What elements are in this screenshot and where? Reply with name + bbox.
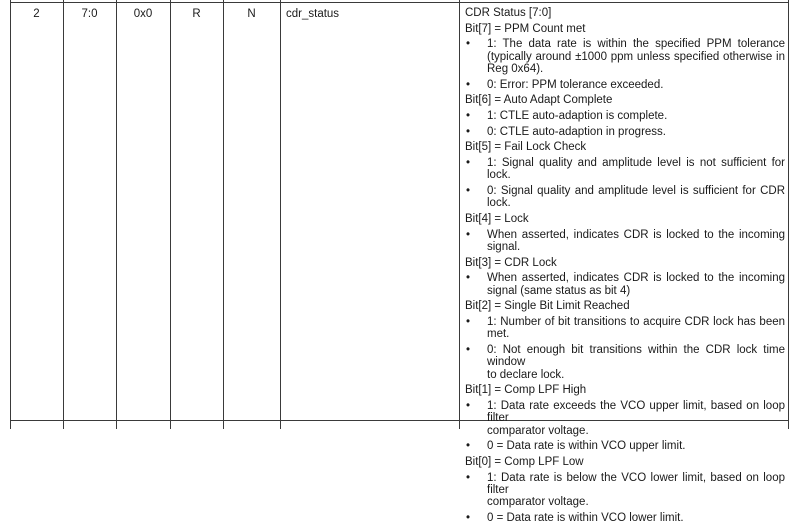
bit-heading: Bit[0] = Comp LPF Low: [465, 456, 584, 469]
bullet-item: [465, 157, 785, 182]
shadow-cell: N: [247, 8, 256, 20]
bullet-line: 0: Not enough bit transitions within the CDR lock time window: [487, 344, 785, 369]
column-border: [223, 0, 224, 429]
bullet-item: [465, 229, 785, 254]
bullet-item: [465, 512, 785, 524]
bullet-line: 1: Signal quality and amplitude level is not sufficient for lock.: [487, 157, 785, 182]
bullet-line: 1: Number of bit transitions to acquire CDR lock has been: [487, 316, 785, 329]
bullet-icon: •: [466, 125, 471, 138]
column-border: [170, 0, 171, 429]
bullet-icon: •: [466, 511, 471, 524]
bullet-item: [465, 440, 785, 452]
bullet-line: 0: Error: PPM tolerance exceeded.: [487, 78, 664, 91]
bullet-item: [465, 316, 785, 341]
default-value-cell: 0x0: [133, 8, 153, 20]
bullet-icon: •: [466, 228, 471, 241]
bullet-line: When asserted, indicates CDR is locked to the incoming: [487, 272, 785, 285]
bullet-line: comparator voltage.: [487, 424, 589, 437]
bullet-line: Reg 0x64).: [487, 62, 544, 75]
bullet-item: [465, 79, 785, 91]
bullet-line: 1: Data rate is below the VCO lower limit, based on loop filter: [487, 471, 785, 496]
column-border: [459, 0, 460, 429]
column-border: [116, 0, 117, 429]
bit-heading: Bit[7] = PPM Count met: [465, 22, 586, 35]
bullet-item: [465, 38, 785, 75]
bullet-line: 1: CTLE auto-adaption is complete.: [487, 110, 668, 123]
bullet-line: 0 = Data rate is within VCO lower limit.: [487, 511, 684, 524]
bit-heading: Bit[3] = CDR Lock: [465, 256, 557, 269]
bit-heading: Bit[6] = Auto Adapt Complete: [465, 94, 613, 107]
bits-cell: 7:0: [81, 8, 98, 20]
bullet-line: 0: Signal quality and amplitude level is sufficient for CDR lock.: [487, 185, 785, 210]
bullet-item: [465, 126, 785, 138]
bullet-icon: •: [466, 157, 471, 170]
column-border: [63, 0, 64, 429]
bullet-icon: •: [466, 440, 471, 453]
column-border: [10, 0, 11, 429]
column-border: [788, 0, 789, 429]
bullet-line: to declare lock.: [487, 368, 565, 381]
bullet-icon: •: [466, 316, 471, 329]
bullet-line: When asserted, indicates CDR is locked to the incoming: [487, 228, 785, 241]
access-type-cell: R: [192, 8, 201, 20]
bullet-line: 0: CTLE auto-adaption in progress.: [487, 125, 666, 138]
bullet-line: signal (same status as bit 4): [487, 284, 631, 297]
register-name-cell: cdr_status: [286, 8, 340, 20]
bit-heading: Bit[1] = Comp LPF High: [465, 384, 587, 397]
bullet-icon: •: [466, 38, 471, 51]
bullet-icon: •: [466, 400, 471, 413]
bullet-item: [465, 185, 785, 210]
bullet-icon: •: [466, 78, 471, 91]
bullet-line: 0 = Data rate is within VCO upper limit.: [487, 440, 686, 453]
address-cell: 2: [33, 8, 40, 20]
bullet-icon: •: [466, 272, 471, 285]
description-heading: CDR Status [7:0]: [465, 7, 552, 19]
bullet-icon: •: [466, 471, 471, 484]
bullet-item: [465, 110, 785, 122]
bit-heading: Bit[5] = Fail Lock Check: [465, 141, 587, 154]
bullet-item: [465, 272, 785, 297]
row-border-top: [10, 2, 788, 3]
bit-heading: Bit[4] = Lock: [465, 213, 529, 226]
bullet-icon: •: [466, 344, 471, 357]
bullet-item: [465, 400, 785, 437]
column-border: [280, 0, 281, 429]
bullet-icon: •: [466, 110, 471, 123]
description-cell: [465, 7, 785, 524]
bullet-line: 1: The data rate is within the specified PPM tolerance: [487, 38, 785, 51]
bullet-item: [465, 344, 785, 381]
bullet-line: (typically around ±1000 ppm unless specified otherwise in: [487, 50, 785, 63]
bullet-icon: •: [466, 185, 471, 198]
bit-heading: Bit[2] = Single Bit Limit Reached: [465, 300, 630, 313]
bullet-line: comparator voltage.: [487, 496, 589, 509]
bullet-item: [465, 472, 785, 509]
bullet-line: signal.: [487, 241, 521, 254]
bullet-line: met.: [487, 328, 510, 341]
bullet-line: 1: Data rate exceeds the VCO upper limit, based on loop filter: [487, 400, 785, 425]
